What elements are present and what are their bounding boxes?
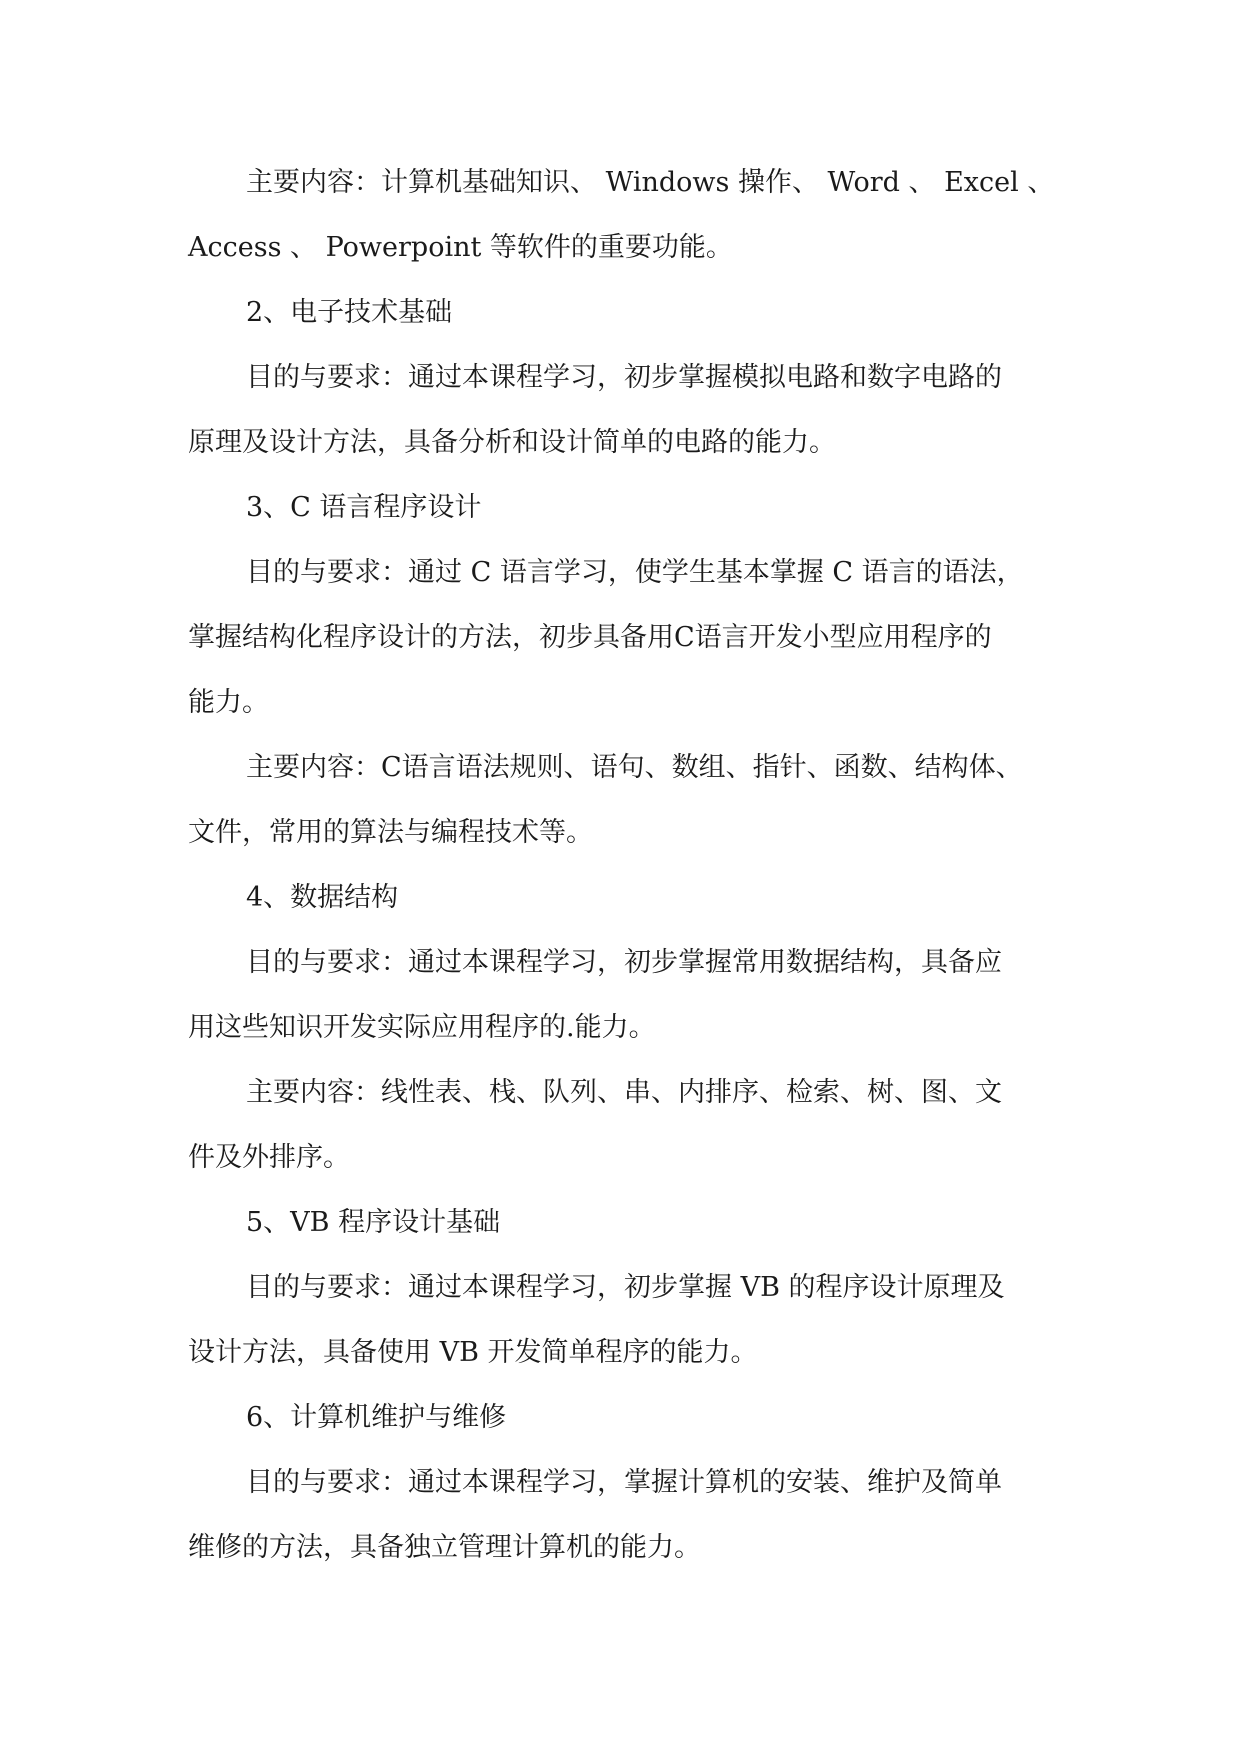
paragraph-1 — [188, 150, 1088, 280]
text-line: 主要内容：线性表、栈、队列、串、内排序、检索、树、图、文 — [246, 1077, 1002, 1108]
paragraph-6 — [188, 735, 1088, 865]
section-heading: 2、电子技术基础 — [246, 297, 453, 328]
text-line: 目的与要求：通过本课程学习，初步掌握 VB 的程序设计原理及 — [246, 1272, 1005, 1303]
text-line: 目的与要求：通过 C 语言学习，使学生基本掌握 C 语言的语法， — [246, 557, 1024, 588]
text-line: 目的与要求：通过本课程学习，初步掌握模拟电路和数字电路的 — [246, 362, 1002, 393]
text-line: 目的与要求：通过本课程学习，掌握计算机的安装、维护及简单 — [246, 1467, 1002, 1498]
heading-6 — [188, 1385, 1088, 1450]
text-line: 主要内容：计算机基础知识、 Windows 操作、 Word 、 Excel 、 — [246, 167, 1055, 198]
text-line: 原理及设计方法，具备分析和设计简单的电路的能力。 — [188, 427, 836, 458]
paragraph-3 — [188, 345, 1088, 475]
text-line: 件及外排序。 — [188, 1142, 350, 1173]
text-line: 能力。 — [188, 687, 269, 718]
heading-5 — [188, 1190, 1088, 1255]
text-line: 目的与要求：通过本课程学习，初步掌握常用数据结构，具备应 — [246, 947, 1002, 978]
section-heading: 5、VB 程序设计基础 — [246, 1207, 501, 1238]
text-line: 掌握结构化程序设计的方法，初步具备用C语言开发小型应用程序的 — [188, 622, 992, 653]
paragraph-8 — [188, 930, 1088, 1060]
text-line: 设计方法，具备使用 VB 开发简单程序的能力。 — [188, 1337, 758, 1368]
text-line: 文件，常用的算法与编程技术等。 — [188, 817, 593, 848]
document-body — [188, 150, 1088, 1580]
paragraph-5 — [188, 540, 1088, 735]
text-line: 维修的方法，具备独立管理计算机的能力。 — [188, 1532, 701, 1563]
heading-4 — [188, 865, 1088, 930]
heading-2 — [188, 280, 1088, 345]
section-heading: 6、计算机维护与维修 — [246, 1402, 507, 1433]
paragraph-9 — [188, 1060, 1088, 1190]
heading-3 — [188, 475, 1088, 540]
paragraph-11 — [188, 1255, 1088, 1385]
text-line: 用这些知识开发实际应用程序的.能力。 — [188, 1012, 656, 1043]
section-heading: 4、数据结构 — [246, 882, 399, 913]
paragraph-13 — [188, 1450, 1088, 1580]
section-heading: 3、C 语言程序设计 — [246, 492, 482, 523]
text-line: 主要内容：C语言语法规则、语句、数组、指针、函数、结构体、 — [246, 752, 1023, 783]
text-line: Access 、 Powerpoint 等软件的重要功能。 — [188, 232, 733, 263]
